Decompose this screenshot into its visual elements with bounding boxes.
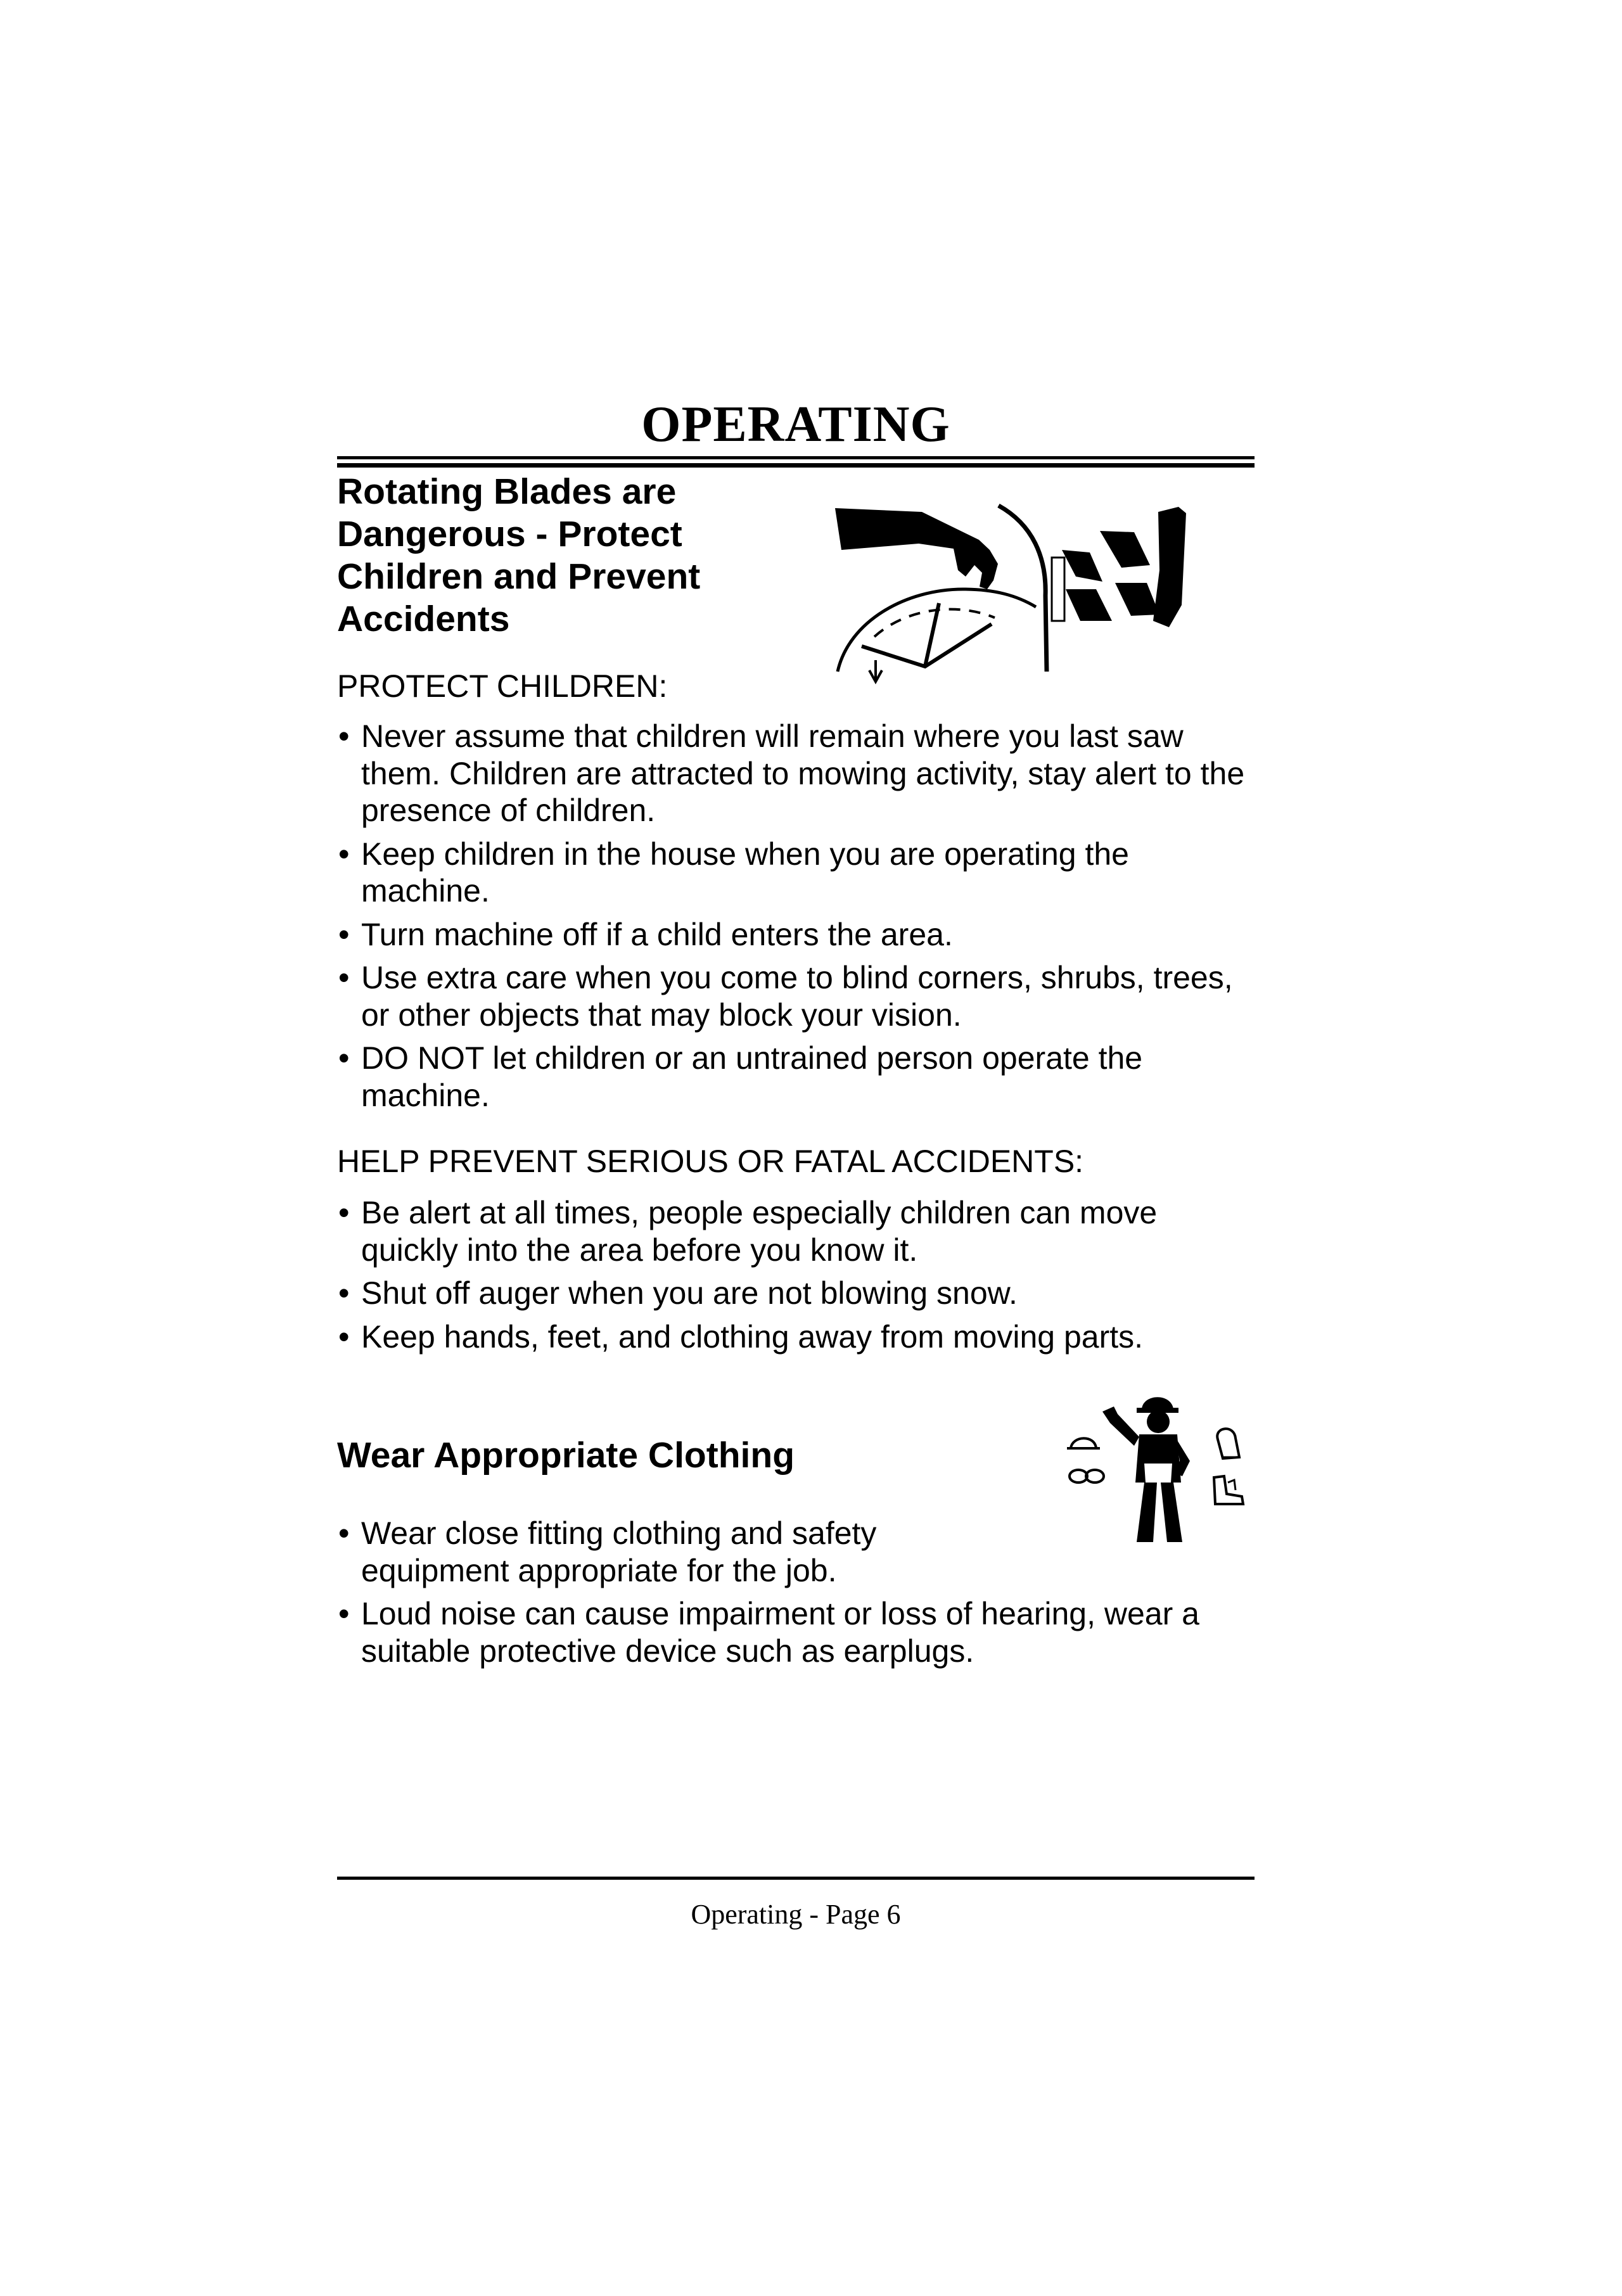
prevent-accidents-label: HELP PREVENT SERIOUS OR FATAL ACCIDENTS: — [337, 1144, 1084, 1179]
list-item: • DO NOT let children or an untrained person operate the machine. — [337, 1040, 1256, 1114]
title-rule-thin — [337, 456, 1255, 459]
list-item: • Use extra care when you come to blind corners, shrubs, trees, or other objects that may block your vision. — [337, 959, 1256, 1033]
prevent-accidents-list — [337, 1194, 1256, 1362]
list-item: • Shut off auger when you are not blowing snow. — [337, 1275, 1256, 1312]
list-item: • Turn machine off if a child enters the area. — [337, 916, 1256, 953]
footer-rule — [337, 1877, 1255, 1880]
list-item: • Be alert at all times, people especially children can move quickly into the area before you know it. — [337, 1194, 1256, 1268]
clothing-list — [337, 1515, 1256, 1676]
list-item: • Wear close fitting clothing and safety equipment appropriate for the job. — [337, 1515, 1020, 1589]
protect-children-list — [337, 718, 1256, 1120]
list-item: • Keep children in the house when you are operating the machine. — [337, 836, 1256, 910]
clothing-section-heading: Wear Appropriate Clothing — [337, 1435, 795, 1476]
protect-children-label: PROTECT CHILDREN: — [337, 668, 668, 704]
page-title: OPERATING — [641, 397, 950, 452]
list-item: • Loud noise can cause impairment or loss of hearing, wear a suitable protective device such as earplugs. — [337, 1595, 1256, 1669]
title-rule-thick — [337, 463, 1255, 468]
list-item: • Keep hands, feet, and clothing away from moving parts. — [337, 1318, 1256, 1356]
list-item: • Never assume that children will remain where you last saw them. Children are attracted to mowing activity, stay alert to the presence of children. — [337, 718, 1256, 829]
page-footer: Operating - Page 6 — [691, 1899, 901, 1930]
blades-section-heading: Rotating Blades are Dangerous - Protect Children and Prevent Accidents — [337, 471, 701, 639]
hand-near-rotating-blade-icon — [824, 494, 1216, 684]
